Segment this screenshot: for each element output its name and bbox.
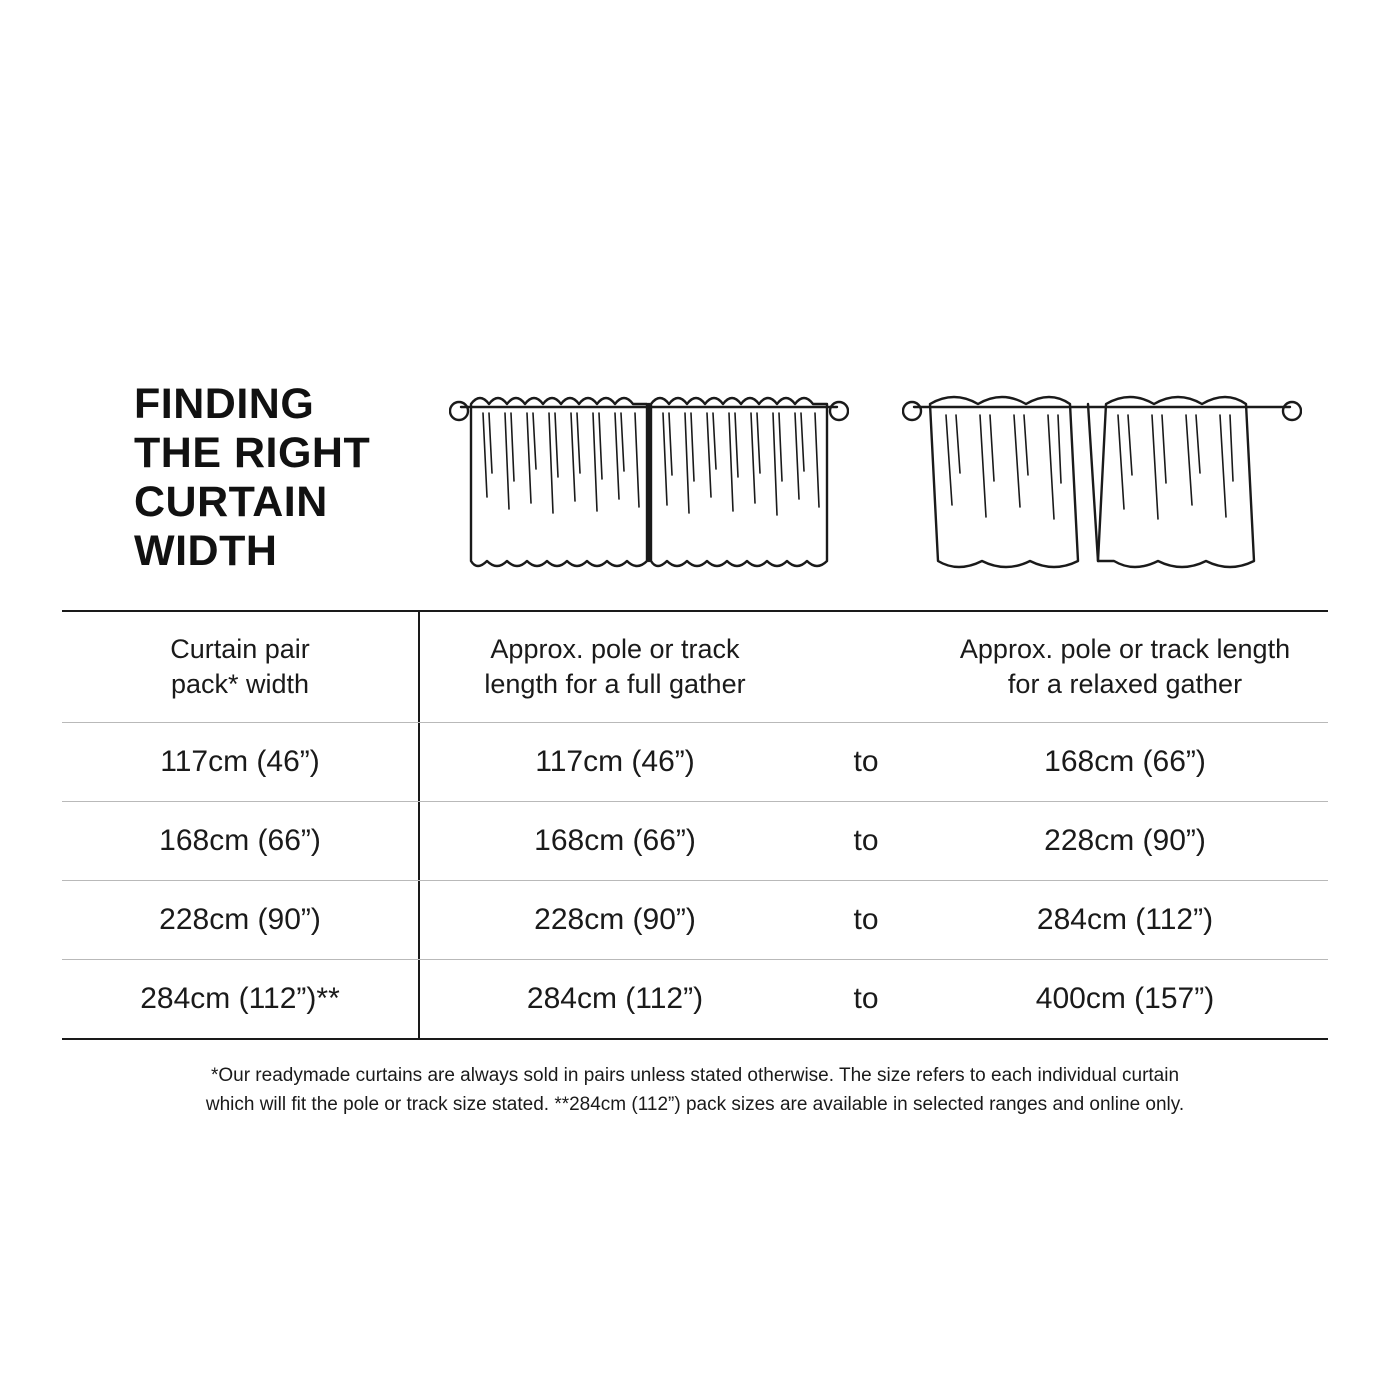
relaxed-gather-curtain-icon: [902, 377, 1302, 592]
table-row: [62, 802, 1328, 881]
column-header-relaxed-gather-line-1: Approx. pole or track length: [959, 633, 1291, 664]
cell-relaxed-gather: 284cm (112”): [1036, 903, 1214, 936]
header-band: [62, 360, 1328, 610]
page-title-line-1: FINDING: [134, 379, 315, 428]
cell-pack-width: 228cm (90”): [62, 881, 420, 959]
cell-relaxed-gather: 400cm (157”): [1035, 982, 1215, 1015]
column-header-full-gather: [420, 612, 810, 722]
illustration-group: [422, 377, 1328, 610]
cell-pack-width: 284cm (112”)**: [62, 960, 420, 1038]
curtain-width-table: [62, 610, 1328, 1040]
cell-to-label: to: [853, 903, 879, 936]
column-header-full-gather-line-2: length for a full gather: [484, 669, 746, 699]
table-row: [62, 960, 1328, 1040]
cell-to-label: to: [853, 745, 879, 778]
table-row: [62, 723, 1328, 802]
page-title-line-2: THE RIGHT: [134, 428, 371, 477]
cell-relaxed-gather: 228cm (90”): [1044, 824, 1206, 857]
cell-pack-width: 168cm (66”): [62, 802, 420, 880]
table-row: [62, 881, 1328, 960]
column-header-pack-width-line-2: pack* width: [170, 669, 310, 699]
column-header-spacer: [810, 612, 922, 722]
column-header-pack-width-line-1: Curtain pair: [170, 633, 310, 664]
cell-full-gather: 284cm (112”): [526, 982, 704, 1015]
column-header-relaxed-gather-line-2: for a relaxed gather: [1007, 669, 1243, 699]
page-title-line-4: WIDTH: [134, 526, 278, 575]
page-title: [62, 380, 422, 610]
footnote: [62, 1062, 1328, 1119]
footnote-line-2: which will fit the pole or track size stated. **284cm (112”) pack sizes are available in selected ranges and online only.: [205, 1093, 1185, 1115]
cell-to-label: to: [853, 982, 879, 1015]
full-gather-curtain-icon: [449, 377, 849, 592]
column-header-relaxed-gather: [922, 612, 1328, 722]
cell-full-gather: 168cm (66”): [534, 824, 696, 857]
column-header-full-gather-line-1: Approx. pole or track: [490, 633, 740, 664]
cell-full-gather: 228cm (90”): [534, 903, 696, 936]
footnote-line-1: *Our readymade curtains are always sold in pairs unless stated otherwise. The size refers to each individual curtain: [210, 1065, 1180, 1086]
cell-full-gather: 117cm (46”): [535, 745, 695, 778]
table-header-row: [62, 612, 1328, 723]
column-header-pack-width: [62, 612, 420, 722]
cell-pack-width: 117cm (46”): [62, 723, 420, 801]
cell-to-label: to: [853, 824, 879, 857]
page-title-line-3: CURTAIN: [134, 477, 328, 526]
infographic-content: [62, 360, 1328, 1119]
cell-relaxed-gather: 168cm (66”): [1044, 745, 1206, 778]
